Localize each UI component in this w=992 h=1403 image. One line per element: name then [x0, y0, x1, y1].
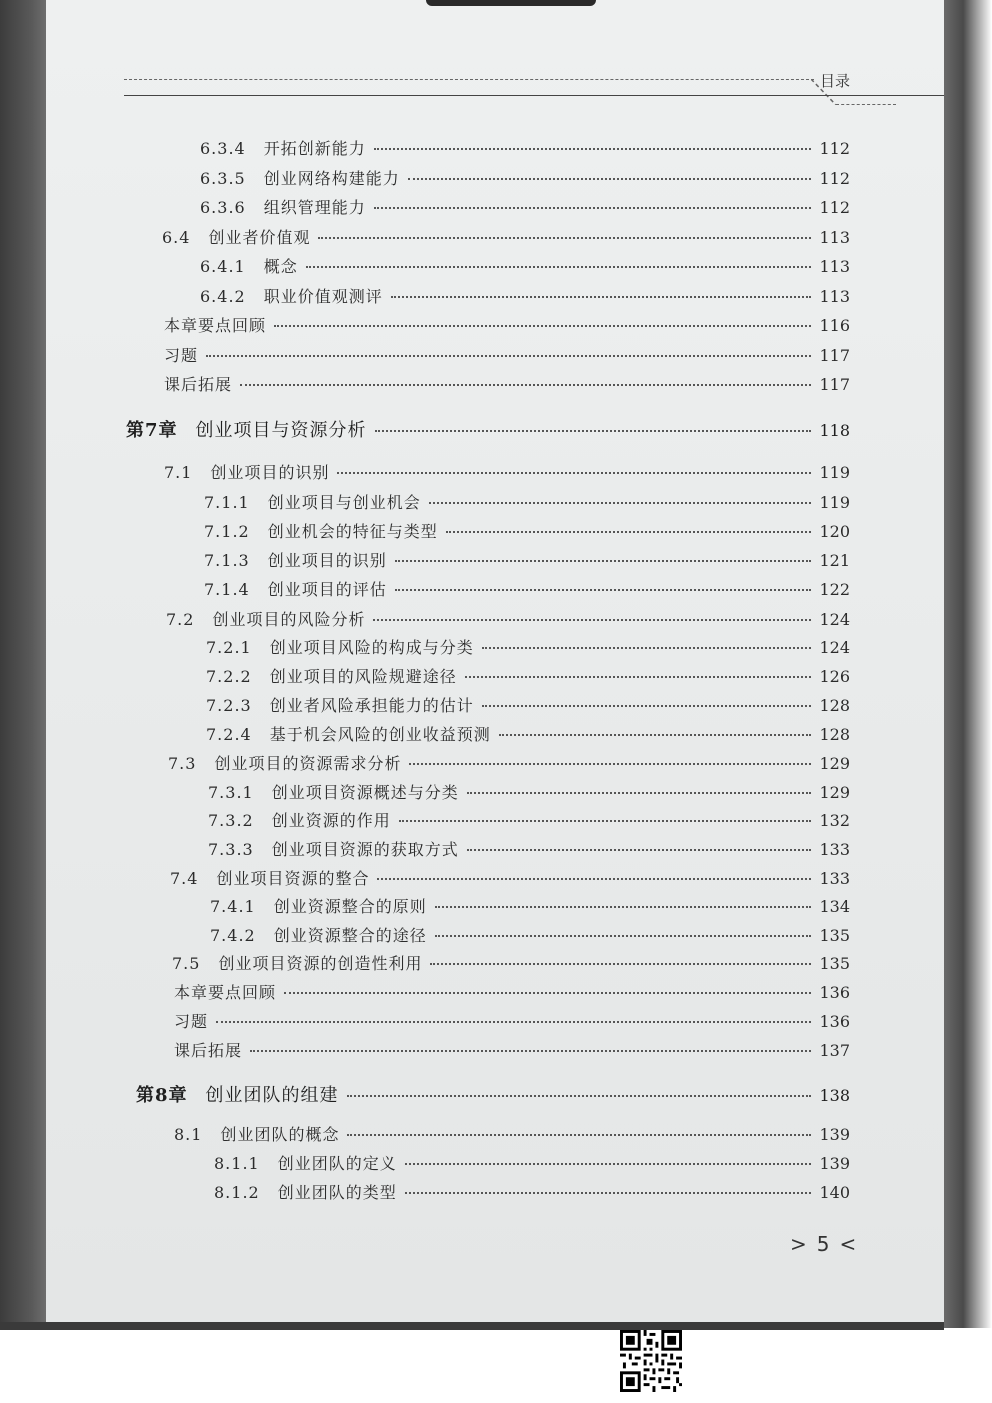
- entry-title: 创业项目资源概述与分类: [271, 783, 459, 802]
- entry-page: 139: [819, 1154, 850, 1173]
- entry-page: 117: [819, 375, 850, 394]
- entry-page: 119: [819, 493, 850, 512]
- toc-entry: [174, 980, 850, 1003]
- entry-title: 习题: [164, 346, 199, 365]
- dot-leader: [435, 935, 812, 937]
- chapter-title: 创业团队的组建: [205, 1085, 339, 1106]
- entry-page: 112: [819, 139, 850, 158]
- entry-number: 7.4.2: [210, 926, 256, 945]
- entry-title: 职业价值观测评: [263, 287, 383, 306]
- dot-leader: [429, 502, 812, 504]
- entry-number: 7.1.4: [204, 580, 250, 599]
- entry-number: 7.1: [164, 463, 193, 482]
- entry-page: 129: [819, 754, 850, 773]
- entry-page: 113: [819, 287, 850, 306]
- toc-entry: [204, 490, 850, 513]
- entry-page: 124: [819, 610, 850, 629]
- entry-title: 课后拓展: [164, 375, 233, 394]
- toc-entry: [164, 460, 850, 483]
- entry-title: 创业团队的类型: [277, 1183, 397, 1202]
- toc-entry: [204, 519, 850, 542]
- entry-title: 创业项目的风险规避途径: [269, 667, 457, 686]
- entry-number: 7.2: [166, 610, 195, 629]
- chapter-number: 第8章: [136, 1085, 188, 1106]
- toc-entry: [210, 894, 850, 917]
- entry-title: 组织管理能力: [263, 198, 366, 217]
- entry-number: 7.3.3: [208, 840, 254, 859]
- toc-entry: [204, 577, 850, 600]
- entry-number: 6.4.1: [200, 257, 246, 276]
- entry-page: 135: [819, 954, 850, 973]
- entry-title: 创业项目的风险分析: [212, 610, 366, 629]
- toc-entry: [168, 751, 850, 774]
- toc-entry: [200, 284, 850, 307]
- toc-entry: [164, 313, 850, 336]
- entry-page: 137: [819, 1041, 850, 1060]
- chapter-title: 创业项目与资源分析: [195, 420, 367, 441]
- toc-entry: [200, 136, 850, 159]
- toc-chapter: [136, 1081, 850, 1107]
- entry-title: 创业项目的识别: [210, 463, 330, 482]
- entry-page: 129: [819, 783, 850, 802]
- entry-page: 134: [819, 897, 850, 916]
- entry-title: 基于机会风险的创业收益预测: [269, 725, 491, 744]
- dot-leader: [409, 763, 811, 765]
- dot-leader: [373, 619, 811, 621]
- toc-entry: [214, 1180, 850, 1203]
- toc-entry: [206, 635, 850, 658]
- dot-leader: [395, 589, 812, 591]
- entry-title: 创业资源整合的原则: [273, 897, 427, 916]
- entry-number: 7.4: [170, 869, 199, 888]
- entry-title: 创业项目的资源需求分析: [214, 754, 402, 773]
- toc-entry: [164, 372, 850, 395]
- entry-number: 7.1.2: [204, 522, 250, 541]
- page-number: >5<: [790, 1232, 867, 1256]
- toc-entry: [166, 607, 850, 630]
- header-dashed-rule: [124, 79, 814, 80]
- entry-page: 113: [819, 228, 850, 247]
- header-dashed-rule-2: [836, 104, 896, 105]
- dot-leader: [216, 1021, 811, 1023]
- entry-number: 6.3.5: [200, 169, 246, 188]
- header-rule: [124, 95, 944, 96]
- dot-leader: [391, 296, 812, 298]
- dot-leader: [446, 531, 812, 533]
- scan-border-bottom: [0, 1322, 944, 1330]
- dot-leader: [435, 906, 812, 908]
- toc-entry: [214, 1151, 850, 1174]
- toc-entry: [208, 808, 850, 831]
- entry-title: 本章要点回顾: [174, 983, 277, 1002]
- entry-number: 7.2.2: [206, 667, 252, 686]
- entry-title: 创业资源整合的途径: [273, 926, 427, 945]
- toc-entry: [204, 548, 850, 571]
- entry-page: 116: [819, 316, 850, 335]
- entry-title: 课后拓展: [174, 1041, 243, 1060]
- dot-leader: [250, 1050, 811, 1052]
- entry-title: 创业网络构建能力: [263, 169, 400, 188]
- toc-entry: [174, 1122, 850, 1145]
- entry-number: 8.1: [174, 1125, 203, 1144]
- entry-title: 概念: [263, 257, 298, 276]
- entry-number: 8.1.1: [214, 1154, 260, 1173]
- entry-page: 121: [819, 551, 850, 570]
- dot-leader: [405, 1163, 812, 1165]
- entry-number: 7.2.1: [206, 638, 252, 657]
- dot-leader: [499, 734, 812, 736]
- entry-page: 135: [819, 926, 850, 945]
- entry-number: 7.1.3: [204, 551, 250, 570]
- dot-leader: [467, 849, 812, 851]
- scan-border-right: [944, 0, 992, 1328]
- entry-title: 创业项目资源的获取方式: [271, 840, 459, 859]
- dot-leader: [347, 1134, 811, 1136]
- entry-number: 7.3: [168, 754, 197, 773]
- toc-entry: [162, 225, 850, 248]
- entry-title: 习题: [174, 1012, 209, 1031]
- entry-number: 8.1.2: [214, 1183, 260, 1202]
- qr-code-icon: [620, 1330, 682, 1392]
- dot-leader: [337, 472, 811, 474]
- entry-page: 132: [819, 811, 850, 830]
- entry-title: 创业项目风险的构成与分类: [269, 638, 474, 657]
- chapter-page: 118: [819, 421, 850, 440]
- entry-title: 创业项目资源的创造性利用: [218, 954, 423, 973]
- dot-leader: [284, 992, 811, 994]
- entry-page: 120: [819, 522, 850, 541]
- entry-number: 6.3.6: [200, 198, 246, 217]
- entry-number: 7.2.3: [206, 696, 252, 715]
- entry-page: 122: [819, 580, 850, 599]
- dot-leader: [399, 820, 812, 822]
- entry-number: 7.2.4: [206, 725, 252, 744]
- dot-leader: [405, 1192, 812, 1194]
- scan-border-left: [0, 0, 46, 1328]
- toc-chapter: [126, 416, 850, 442]
- running-header: 目录: [820, 72, 851, 90]
- toc-entry: [174, 1009, 850, 1032]
- entry-page: 119: [819, 463, 850, 482]
- entry-page: 133: [819, 869, 850, 888]
- toc-entry: [170, 866, 850, 889]
- dot-leader: [430, 963, 811, 965]
- dot-leader: [374, 207, 812, 209]
- toc-entry: [210, 923, 850, 946]
- entry-number: 6.4: [162, 228, 191, 247]
- toc-entry: [174, 1038, 850, 1061]
- entry-page: 126: [819, 667, 850, 686]
- entry-page: 140: [819, 1183, 850, 1202]
- entry-title: 创业项目的识别: [267, 551, 387, 570]
- entry-page: 113: [819, 257, 850, 276]
- toc-entry: [200, 195, 850, 218]
- toc-entry: [172, 951, 850, 974]
- dot-leader: [206, 355, 811, 357]
- book-page: [46, 0, 944, 1322]
- toc-entry: [200, 166, 850, 189]
- dot-leader: [482, 647, 812, 649]
- chapter-number: 第7章: [126, 420, 178, 441]
- entry-number: 7.5: [172, 954, 201, 973]
- entry-page: 112: [819, 169, 850, 188]
- toc-entry: [164, 343, 850, 366]
- dot-leader: [377, 878, 811, 880]
- entry-number: 6.3.4: [200, 139, 246, 158]
- dot-leader: [318, 237, 811, 239]
- dot-leader: [375, 430, 812, 432]
- entry-page: 128: [819, 696, 850, 715]
- entry-title: 创业项目与创业机会: [267, 493, 421, 512]
- dot-leader: [395, 560, 812, 562]
- entry-number: 7.4.1: [210, 897, 256, 916]
- dot-leader: [465, 676, 812, 678]
- dot-leader: [347, 1095, 812, 1097]
- entry-page: 112: [819, 198, 850, 217]
- entry-title: 创业资源的作用: [271, 811, 391, 830]
- entry-number: 7.3.1: [208, 783, 254, 802]
- toc-entry: [208, 837, 850, 860]
- entry-title: 创业项目的评估: [267, 580, 387, 599]
- entry-title: 本章要点回顾: [164, 316, 267, 335]
- toc-entry: [206, 664, 850, 687]
- entry-page: 124: [819, 638, 850, 657]
- entry-title: 开拓创新能力: [263, 139, 366, 158]
- top-shadow: [426, 0, 596, 6]
- toc-entry: [208, 780, 850, 803]
- chapter-page: 138: [819, 1086, 850, 1105]
- entry-title: 创业团队的概念: [220, 1125, 340, 1144]
- entry-page: 133: [819, 840, 850, 859]
- entry-title: 创业项目资源的整合: [216, 869, 370, 888]
- toc-entry: [206, 693, 850, 716]
- entry-title: 创业者风险承担能力的估计: [269, 696, 474, 715]
- dot-leader: [306, 266, 812, 268]
- entry-title: 创业团队的定义: [277, 1154, 397, 1173]
- dot-leader: [274, 325, 811, 327]
- toc-entry: [206, 722, 850, 745]
- dot-leader: [374, 148, 812, 150]
- entry-page: 136: [819, 983, 850, 1002]
- entry-title: 创业机会的特征与类型: [267, 522, 438, 541]
- entry-page: 136: [819, 1012, 850, 1031]
- dot-leader: [467, 792, 812, 794]
- entry-number: 7.3.2: [208, 811, 254, 830]
- dot-leader: [408, 178, 812, 180]
- toc-entry: [200, 254, 850, 277]
- dot-leader: [240, 384, 811, 386]
- dot-leader: [482, 705, 812, 707]
- entry-page: 139: [819, 1125, 850, 1144]
- entry-number: 7.1.1: [204, 493, 250, 512]
- entry-title: 创业者价值观: [208, 228, 311, 247]
- entry-page: 117: [819, 346, 850, 365]
- entry-number: 6.4.2: [200, 287, 246, 306]
- entry-page: 128: [819, 725, 850, 744]
